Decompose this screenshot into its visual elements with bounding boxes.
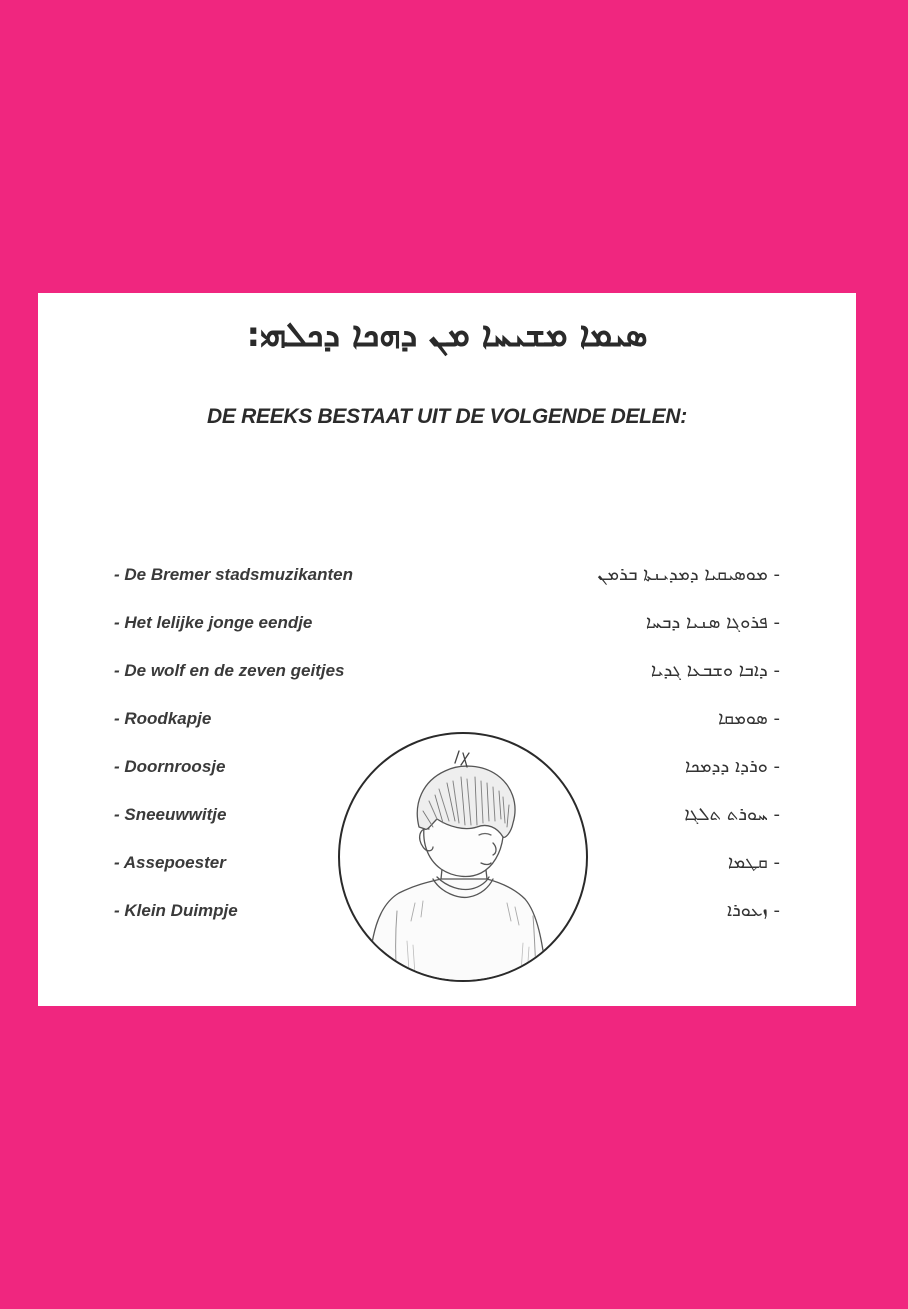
list-item: - Roodkapje <box>114 709 212 728</box>
list-item: - Het lelijke jonge eendje <box>114 613 313 632</box>
list-item: - Sneeuwwitje <box>114 805 227 824</box>
dutch-heading: DE REEKS BESTAAT UIT DE VOLGENDE DELEN: <box>207 405 687 428</box>
boy-illustration <box>337 731 589 983</box>
list-item: - De wolf en de zeven geitjes <box>114 661 345 680</box>
syriac-heading: ܣܝܡܐ ܡܫܝܚܐ ܡܢ ܕܗܟܐ ܕܟܠܗܝ: <box>246 315 648 355</box>
list-item: - ܕܐܒܐ ܘܫܒܥܐ ܓܕܝܐ <box>650 660 780 681</box>
list-item: - ܣܘܡܩܐ <box>718 708 780 729</box>
list-item: - ܘܪܕܐ ܕܕܡܟܐ <box>685 756 780 777</box>
list-item: - ܩܛܡܐ <box>727 852 780 873</box>
list-item: - Assepoester <box>114 853 226 872</box>
list-item: - ܙܥܘܪܐ <box>726 900 780 921</box>
series-info-panel <box>38 293 856 1006</box>
list-item: - ܦܪܘܓܐ ܣܢܝܐ ܕܒܚܐ <box>645 612 780 633</box>
list-item: - Klein Duimpje <box>114 901 238 920</box>
list-item: - De Bremer stadsmuzikanten <box>114 565 354 584</box>
list-item: - ܚܘܪܬ ܬܠܓܐ <box>684 804 780 825</box>
list-item: - Doornroosje <box>114 757 226 776</box>
list-item: - ܡܘܣܝܩܝܐ ܕܡܕܝܢܬܐ ܒܪܡܢ <box>597 564 780 585</box>
